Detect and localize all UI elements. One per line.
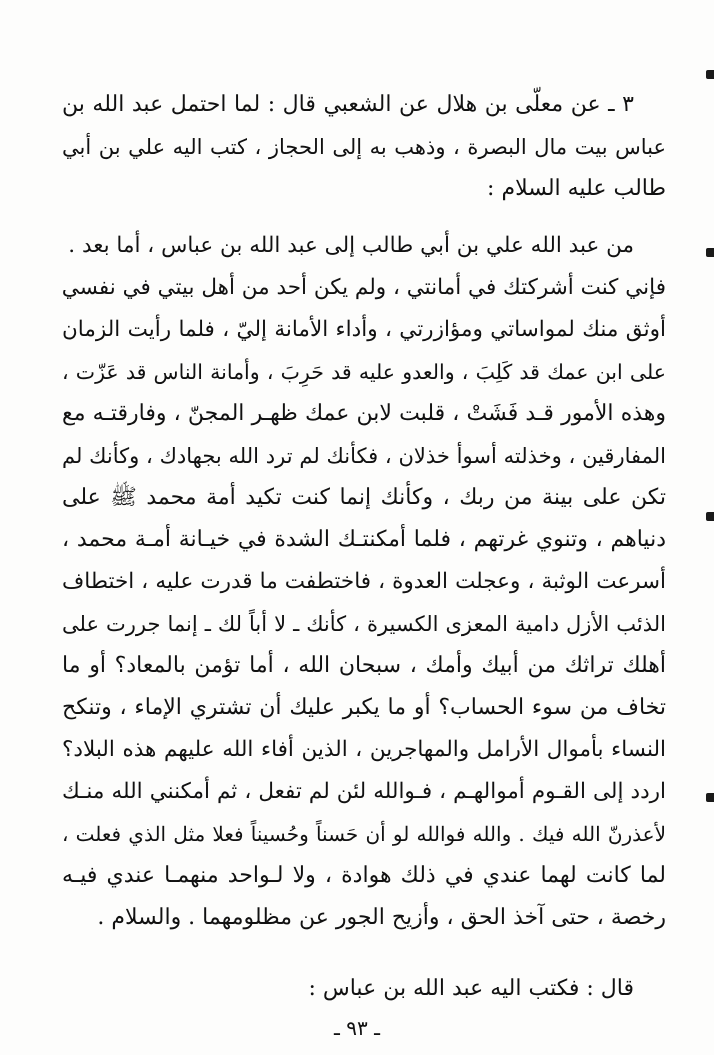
text-line: عباس بيت مال البصرة ، وذهب به إلى الحجاز ، كتب اليه علي بن أبي xyxy=(62,135,666,159)
paragraph-narration xyxy=(62,84,666,210)
text-line: قال : فكتب اليه عبد الله بن عباس : xyxy=(308,976,634,1001)
edge-mark xyxy=(706,793,714,802)
paragraph-letter xyxy=(62,225,666,939)
edge-mark xyxy=(706,248,714,257)
text-line: على ابن عمك قد كَلِبَ ، والعدو عليه قد حَرِبَ ، وأمانة الناس قد عَزّت ، xyxy=(62,360,666,384)
text-line: ٣ ـ عن معلّى بن هلال عن الشعبي قال : لما احتمل عبد الله بن xyxy=(62,92,634,117)
text-line: أهلك تراثك من أبيك وأمك ، سبحان الله ، أما تؤمن بالمعاد؟ أو ما xyxy=(62,653,666,678)
text-line: وهذه الأمور قـد فَشَتْ ، قلبت لابن عمك ظهـر المجنّ ، وفارقتـه مع xyxy=(62,401,666,426)
edge-mark xyxy=(706,512,714,521)
text-line: من عبد الله علي بن أبي طالب إلى عبد الله بن عباس ، أما بعد . xyxy=(68,233,634,258)
text-line: فإني كنت أشركتك في أمانتي ، ولم يكن أحد من أهل بيتي في نفسي xyxy=(62,275,666,300)
page-number: ـ ٩٣ ـ xyxy=(334,1016,380,1040)
text-line: تخاف من سوء الحساب؟ أو ما يكبر عليك أن تشتري الإماء ، وتنكح xyxy=(62,695,666,720)
text-line: النساء بأموال الأرامل والمهاجرين ، الذين أفاء الله عليهم هذه البلاد؟ xyxy=(62,737,666,762)
text-line: دنياهم ، وتنوي غرتهم ، فلما أمكنتـك الشدة في خيـانة أمـة محمد ، xyxy=(62,527,666,552)
text-line: لما كانت لهما عندي في ذلك هوادة ، ولا لـواحد منهمـا عندي فيـه xyxy=(62,863,666,888)
text-line: أسرعت الوثبة ، وعجلت العدوة ، فاختطفت ما قدرت عليه ، اختطاف xyxy=(62,569,666,594)
text-line: طالب عليه السلام : xyxy=(487,176,666,201)
text-line: اردد إلى القـوم أموالهـم ، فـوالله لئن لم تفعل ، ثم أمكنني الله منـك xyxy=(62,779,666,804)
text-line: تكن على بينة من ربك ، وكأنك إنما كنت تكيد أمة محمد ﷺ على xyxy=(62,485,666,510)
text-line: أوثق منك لمواساتي ومؤازرتي ، وأداء الأمانة إليّ ، فلما رأيت الزمان xyxy=(62,317,666,342)
edge-mark xyxy=(706,70,714,79)
text-line: رخصة ، حتى آخذ الحق ، وأزيح الجور عن مظلومهما . والسلام . xyxy=(97,905,666,930)
text-line: المفارقين ، وخذلته أسوأ خذلان ، فكأنك لم ترد الله بجهادك ، وكأنك لم xyxy=(62,444,666,468)
paragraph-reply-intro xyxy=(62,968,666,1010)
text-line: لأعذرنّ الله فيك . والله فوالله لو أن حَسناً وحُسيناً فعلا مثل الذي فعلت ، xyxy=(62,822,666,846)
text-line: الذئب الأزل دامية المعزى الكسيرة ، كأنك ـ لا أباً لك ـ إنما جررت على xyxy=(62,612,666,636)
